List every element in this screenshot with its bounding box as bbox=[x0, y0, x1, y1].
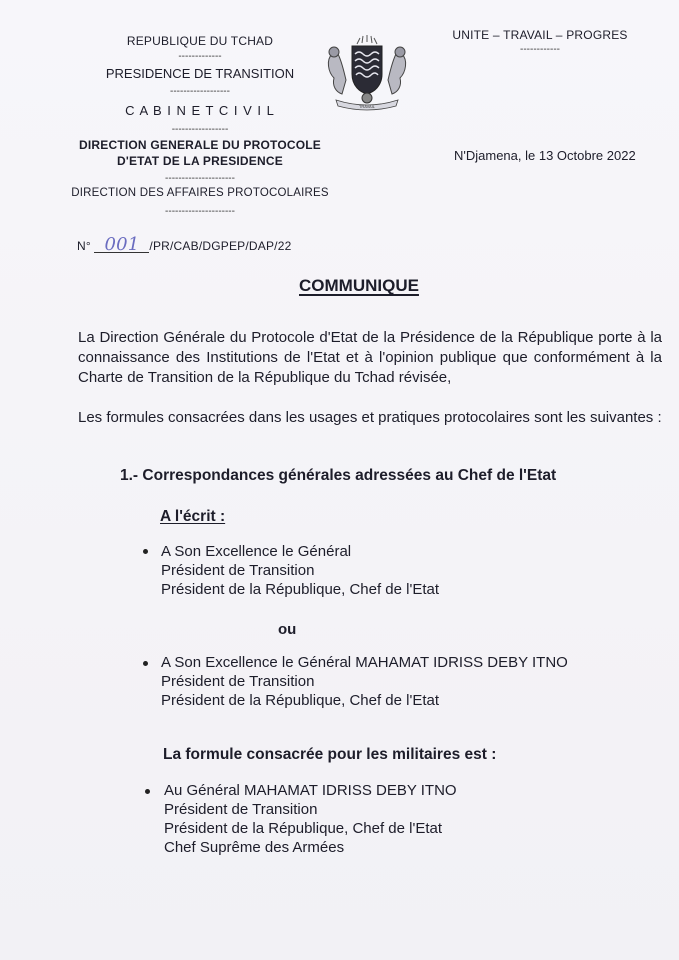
bullet-item-3 bbox=[164, 781, 457, 857]
direction-affairs: DIRECTION DES AFFAIRES PROTOCOLAIRES bbox=[71, 187, 329, 199]
reference-line bbox=[77, 234, 292, 255]
bullet-item-1 bbox=[161, 542, 439, 599]
ribbon-text: TRAVAIL bbox=[358, 104, 376, 109]
bullet-line: Chef Suprême des Armées bbox=[164, 839, 345, 856]
page-title: COMMUNIQUE bbox=[299, 276, 419, 295]
bullet-line: Président de la République, Chef de l'Etat bbox=[161, 581, 440, 598]
military-heading: La formule consacrée pour les militaires est : bbox=[163, 746, 497, 763]
direction-general-line1: DIRECTION GENERALE DU PROTOCOLE bbox=[79, 138, 321, 152]
bullet-line: Au Général MAHAMAT IDRISS DEBY ITNO bbox=[164, 782, 457, 799]
bullet-item-2 bbox=[161, 653, 568, 710]
bullet-dot bbox=[143, 549, 148, 554]
place-date: N'Djamena, le 13 Octobre 2022 bbox=[454, 148, 636, 163]
section-1-heading bbox=[120, 467, 556, 485]
bullet-line: Président de la République, Chef de l'Etat bbox=[164, 820, 443, 837]
ref-prefix: N° bbox=[77, 239, 91, 253]
section-number: 1.- bbox=[120, 467, 139, 484]
separator: ----------------- bbox=[171, 124, 229, 135]
bullet-line: Président de Transition bbox=[161, 673, 315, 690]
bullet-line: Président de Transition bbox=[164, 801, 318, 818]
bullet-line: Président de la République, Chef de l'Etat bbox=[161, 692, 440, 709]
republic-name: REPUBLIQUE DU TCHAD bbox=[126, 34, 274, 48]
cabinet-name: C A B I N E T C I V I L bbox=[125, 103, 275, 118]
separator: --------------------- bbox=[165, 206, 235, 217]
separator: ------------ bbox=[520, 44, 560, 55]
bullet-dot bbox=[145, 789, 150, 794]
or-separator: ou bbox=[278, 621, 297, 638]
separator: ------------- bbox=[178, 51, 222, 62]
second-paragraph: Les formules consacrées dans les usages et pratiques protocolaires sont les suivantes : bbox=[78, 409, 662, 426]
national-motto: UNITE – TRAVAIL – PROGRES bbox=[452, 28, 628, 42]
bullet-line: A Son Excellence le Général bbox=[161, 543, 352, 560]
separator: ------------------ bbox=[170, 86, 230, 97]
bullet-line: A Son Excellence le Général MAHAMAT IDRISS DEBY ITNO bbox=[161, 654, 568, 671]
ref-number-handwritten: 001 bbox=[94, 238, 149, 253]
bullet-line: Président de Transition bbox=[161, 562, 315, 579]
direction-general-line2: D'ETAT DE LA PRESIDENCE bbox=[117, 154, 283, 168]
section-heading-text: Correspondances générales adressées au Chef de l'Etat bbox=[142, 467, 557, 484]
ref-suffix: /PR/CAB/DGPEP/DAP/22 bbox=[149, 239, 292, 253]
separator: --------------------- bbox=[165, 173, 235, 184]
coat-of-arms-icon bbox=[322, 34, 412, 112]
presidency-name: PRESIDENCE DE TRANSITION bbox=[105, 66, 295, 81]
subheading-written: A l'écrit : bbox=[160, 508, 226, 525]
bullet-dot bbox=[143, 661, 148, 666]
intro-paragraph: La Direction Générale du Protocole d'Etat de la Présidence de la République porte à la connaissance des Institutions de l'Etat et à l'opinion publique que conformément à la Charte de Transition de la République du Tchad révisée, bbox=[78, 329, 662, 386]
